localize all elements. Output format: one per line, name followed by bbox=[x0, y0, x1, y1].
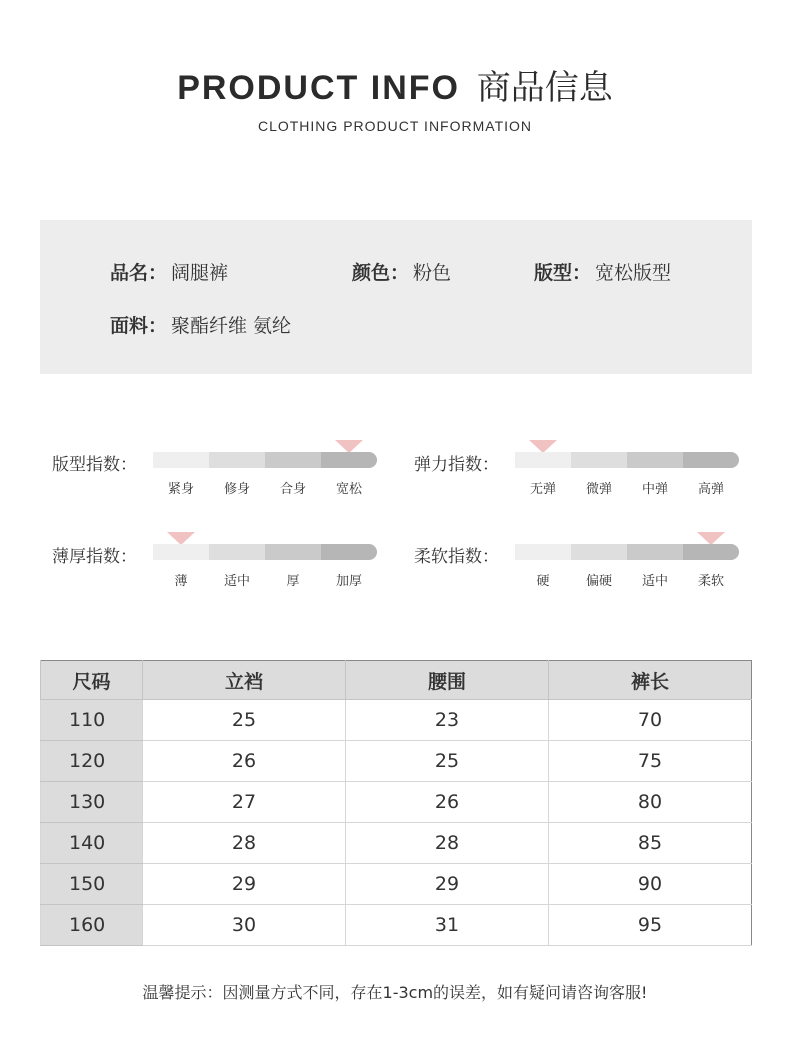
table-row bbox=[41, 864, 752, 905]
info-name bbox=[110, 258, 228, 285]
info-name-value: 阔腿裤 bbox=[171, 262, 229, 284]
bar-segment bbox=[153, 544, 209, 560]
info-fit-key: 版型： bbox=[534, 262, 592, 284]
bar-segment bbox=[321, 544, 377, 560]
bar-segment bbox=[683, 452, 739, 468]
elasticity-tick: 无弹 bbox=[529, 482, 556, 497]
table-cell: 85 bbox=[549, 823, 752, 864]
table-cell: 28 bbox=[346, 823, 549, 864]
table-row bbox=[41, 823, 752, 864]
softness-tick: 偏硬 bbox=[585, 574, 612, 589]
table-header-row bbox=[41, 661, 752, 700]
table-cell: 70 bbox=[549, 700, 752, 741]
table-row bbox=[41, 782, 752, 823]
info-fabric bbox=[110, 311, 291, 338]
fit-index bbox=[153, 440, 377, 500]
measurement-note: 温馨提示：因测量方式不同，存在1-3cm的误差，如有疑问请咨询客服! bbox=[142, 983, 648, 1002]
softness-index-bar bbox=[515, 544, 739, 560]
thickness-index-label: 薄厚指数： bbox=[52, 547, 137, 567]
table-cell: 31 bbox=[346, 905, 549, 946]
table-row bbox=[41, 905, 752, 946]
info-fabric-value: 聚酯纤维 氨纶 bbox=[171, 315, 292, 337]
bar-segment bbox=[627, 452, 683, 468]
softness-index bbox=[515, 532, 739, 592]
bar-segment bbox=[209, 452, 265, 468]
info-color-value: 粉色 bbox=[413, 262, 452, 284]
elasticity-tick: 中弹 bbox=[641, 482, 668, 497]
thickness-tick: 厚 bbox=[286, 574, 300, 589]
info-fit bbox=[534, 258, 671, 285]
bar-segment bbox=[515, 544, 571, 560]
table-cell: 28 bbox=[143, 823, 346, 864]
table-cell: 75 bbox=[549, 741, 752, 782]
table-cell: 120 bbox=[41, 741, 143, 782]
table-cell: 130 bbox=[41, 782, 143, 823]
bar-segment bbox=[153, 452, 209, 468]
bar-segment bbox=[321, 452, 377, 468]
softness-tick: 柔软 bbox=[697, 574, 724, 589]
table-cell: 29 bbox=[143, 864, 346, 905]
bar-segment bbox=[265, 452, 321, 468]
bar-segment bbox=[515, 452, 571, 468]
softness-tick: 硬 bbox=[536, 574, 550, 589]
page-title bbox=[0, 60, 790, 109]
bar-segment bbox=[683, 544, 739, 560]
table-row bbox=[41, 741, 752, 782]
table-cell: 27 bbox=[143, 782, 346, 823]
fit-index-label: 版型指数： bbox=[52, 455, 137, 475]
fit-tick: 合身 bbox=[279, 482, 306, 497]
header-rise: 立裆 bbox=[143, 661, 346, 700]
elasticity-tick: 高弹 bbox=[697, 482, 724, 497]
elasticity-index-label: 弹力指数： bbox=[414, 455, 499, 475]
thickness-index bbox=[153, 532, 377, 592]
info-fabric-key: 面料： bbox=[110, 315, 168, 337]
thickness-tick: 适中 bbox=[223, 574, 250, 589]
table-cell: 150 bbox=[41, 864, 143, 905]
bar-segment bbox=[627, 544, 683, 560]
info-color-key: 颜色： bbox=[352, 262, 410, 284]
product-info-box bbox=[40, 220, 752, 374]
thickness-tick: 加厚 bbox=[335, 574, 362, 589]
table-cell: 23 bbox=[346, 700, 549, 741]
table-cell: 95 bbox=[549, 905, 752, 946]
bar-segment bbox=[209, 544, 265, 560]
page-subtitle: CLOTHING PRODUCT INFORMATION bbox=[257, 118, 533, 134]
table-cell: 140 bbox=[41, 823, 143, 864]
elasticity-index-bar bbox=[515, 452, 739, 468]
bar-segment bbox=[571, 544, 627, 560]
size-table bbox=[40, 660, 752, 946]
header-size: 尺码 bbox=[41, 661, 143, 700]
info-fit-value: 宽松版型 bbox=[595, 262, 672, 284]
header-waist: 腰围 bbox=[346, 661, 549, 700]
title-chinese: 商品信息 bbox=[476, 68, 613, 108]
bar-segment bbox=[265, 544, 321, 560]
title-english: PRODUCT INFO bbox=[177, 69, 460, 107]
fit-index-bar bbox=[153, 452, 377, 468]
bar-segment bbox=[571, 452, 627, 468]
table-cell: 25 bbox=[346, 741, 549, 782]
fit-tick: 紧身 bbox=[167, 482, 194, 497]
fit-tick: 修身 bbox=[223, 482, 250, 497]
table-row bbox=[41, 700, 752, 741]
table-cell: 29 bbox=[346, 864, 549, 905]
info-color bbox=[352, 258, 451, 285]
table-cell: 80 bbox=[549, 782, 752, 823]
table-cell: 30 bbox=[143, 905, 346, 946]
info-name-key: 品名： bbox=[110, 262, 168, 284]
table-cell: 26 bbox=[143, 741, 346, 782]
softness-tick: 适中 bbox=[641, 574, 668, 589]
header-length: 裤长 bbox=[549, 661, 752, 700]
thickness-index-bar bbox=[153, 544, 377, 560]
table-cell: 110 bbox=[41, 700, 143, 741]
elasticity-tick: 微弹 bbox=[585, 482, 612, 497]
table-cell: 25 bbox=[143, 700, 346, 741]
thickness-tick: 薄 bbox=[174, 574, 188, 589]
elasticity-index bbox=[515, 440, 739, 500]
softness-index-label: 柔软指数： bbox=[414, 547, 499, 567]
fit-tick: 宽松 bbox=[335, 482, 362, 497]
table-cell: 90 bbox=[549, 864, 752, 905]
table-cell: 26 bbox=[346, 782, 549, 823]
table-cell: 160 bbox=[41, 905, 143, 946]
